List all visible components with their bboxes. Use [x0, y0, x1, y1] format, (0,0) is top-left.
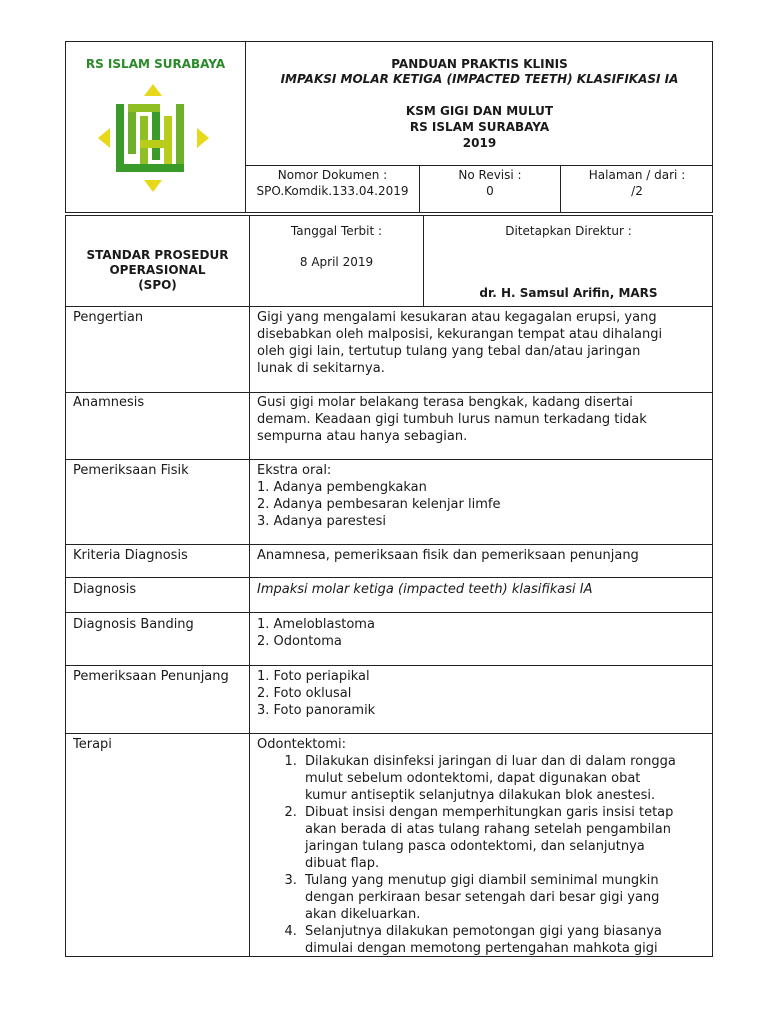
revisi-label: No Revisi :: [458, 168, 522, 182]
doc-type: PANDUAN PRAKTIS KLINIS: [391, 57, 568, 71]
dept-name: KSM GIGI DAN MULUT: [405, 104, 554, 118]
text-line: kumur antiseptik selanjutnya dilakukan blok anestesi.: [305, 788, 656, 803]
text-line: 1. Dilakukan disinfeksi jaringan di luar dan di dalam rongga: [305, 754, 676, 769]
row-label-kriteria: Kriteria Diagnosis: [73, 548, 188, 563]
list-item: 1. Foto periapikal: [257, 669, 370, 684]
row-label-anamnesis: Anamnesis: [73, 395, 145, 410]
terapi-intro: Odontektomi:: [257, 737, 347, 752]
list-item: 2. Foto oklusal: [257, 686, 352, 701]
text-line: sempurna atau hanya sebagian.: [257, 429, 468, 444]
list-item: 2. Odontoma: [257, 634, 342, 649]
text-line: akan berada di atas tulang rahang setelah pengambilan: [305, 822, 671, 837]
text-line: akan dikeluarkan.: [305, 907, 421, 922]
row-label-fisik: Pemeriksaan Fisik: [73, 463, 189, 478]
text-line: disebabkan oleh malposisi, kekurangan tempat atau dihalangi: [257, 327, 663, 342]
terapi-step: [301, 872, 707, 923]
text-line: dibuat flap.: [305, 856, 380, 871]
row-sep: [65, 612, 713, 613]
list-item: 1. Ameloblastoma: [257, 617, 375, 632]
tanggal-label: Tanggal Terbit :: [290, 224, 383, 238]
hospital-line: RS ISLAM SURABAYA: [409, 120, 550, 134]
spo-line-1: STANDAR PROSEDUR: [86, 248, 229, 262]
tanggal-value: 8 April 2019: [299, 255, 374, 269]
nomor-label: Nomor Dokumen :: [277, 168, 388, 182]
terapi-step: [301, 923, 707, 956]
header-info-divider: [245, 165, 713, 166]
text-line: Gigi yang mengalami kesukaran atau kegagalan erupsi, yang: [257, 310, 657, 325]
text-line: Gusi gigi molar belakang terasa bengkak, kadang disertai: [257, 395, 633, 410]
row-sep: [65, 544, 713, 545]
row-content-terapi: [257, 736, 707, 956]
text-line: jaringan tulang pasca odontektomi, dan selanjutnya: [305, 839, 645, 854]
halaman-value: /2: [631, 184, 643, 198]
row-label-banding: Diagnosis Banding: [73, 617, 194, 632]
hospital-logo: [96, 82, 211, 194]
row-content-anamnesis: [257, 394, 707, 445]
terapi-steps: [257, 753, 707, 956]
text-line: 2. Dibuat insisi dengan memperhitungkan garis insisi tetap: [305, 805, 674, 820]
list-item: 2. Adanya pembesaran kelenjar limfe: [257, 497, 501, 512]
halaman-label: Halaman / dari :: [588, 168, 686, 182]
text-line: 4. Selanjutnya dilakukan pemotongan gigi yang biasanya: [305, 924, 662, 939]
text-line: lunak di sekitarnya.: [257, 361, 385, 376]
list-item: 3. Adanya parestesi: [257, 514, 386, 529]
row-content-banding: [257, 616, 707, 650]
row-sep: [65, 392, 713, 393]
list-item: 1. Adanya pembengkakan: [257, 480, 427, 495]
text-line: dengan perkiraan besar setengah dari besar gigi yang: [305, 890, 660, 905]
direktur-name: dr. H. Samsul Arifin, MARS: [479, 286, 658, 300]
hospital-logo-icon: [96, 82, 211, 194]
list-item: 3. Foto panoramik: [257, 703, 376, 718]
row-label-penunjang: Pemeriksaan Penunjang: [73, 669, 229, 684]
row-content-kriteria: Anamnesa, pemeriksaan fisik dan pemeriksaan penunjang: [257, 548, 639, 563]
row-label-pengertian: Pengertian: [73, 310, 144, 325]
spo-line-2: OPERASIONAL: [109, 263, 206, 277]
row-sep: [65, 733, 713, 734]
terapi-step: [301, 804, 707, 872]
row-label-diagnosis: Diagnosis: [73, 582, 137, 597]
doc-year: 2019: [462, 136, 497, 150]
text-line: demam. Keadaan gigi tumbuh lurus namun terkadang tidak: [257, 412, 647, 427]
hospital-name: RS ISLAM SURABAYA: [85, 57, 226, 71]
nomor-value: SPO.Komdik.133.04.2019: [256, 184, 409, 198]
text-line: 3. Tulang yang menutup gigi diambil seminimal mungkin: [305, 873, 659, 888]
spo-line-3: (SPO): [138, 278, 177, 292]
row-sep: [65, 459, 713, 460]
row-sep: [65, 665, 713, 666]
ditetapkan-label: Ditetapkan Direktur :: [505, 224, 632, 238]
row-content-pengertian: [257, 309, 707, 377]
row-content-diagnosis: Impaksi molar ketiga (impacted teeth) klasifikasi IA: [257, 582, 593, 597]
main-col-divider: [249, 215, 250, 957]
text-line: oleh gigi lain, tertutup tulang yang tebal dan/atau jaringan: [257, 344, 641, 359]
row-sep: [65, 577, 713, 578]
text-line: mulut sebelum odontektomi, dapat digunakan obat: [305, 771, 641, 786]
terapi-step: [301, 753, 707, 804]
row-sep: [65, 306, 713, 307]
revisi-value: 0: [486, 184, 494, 198]
row-content-fisik: [257, 462, 707, 530]
row-label-terapi: Terapi: [73, 737, 112, 752]
doc-title: IMPAKSI MOLAR KETIGA (IMPACTED TEETH) KLASIFIKASI IA: [280, 72, 679, 86]
row-content-penunjang: [257, 668, 707, 719]
text-line: dimulai dengan memotong pertengahan mahkota gigi: [305, 941, 658, 956]
text-line: Ekstra oral:: [257, 463, 332, 478]
